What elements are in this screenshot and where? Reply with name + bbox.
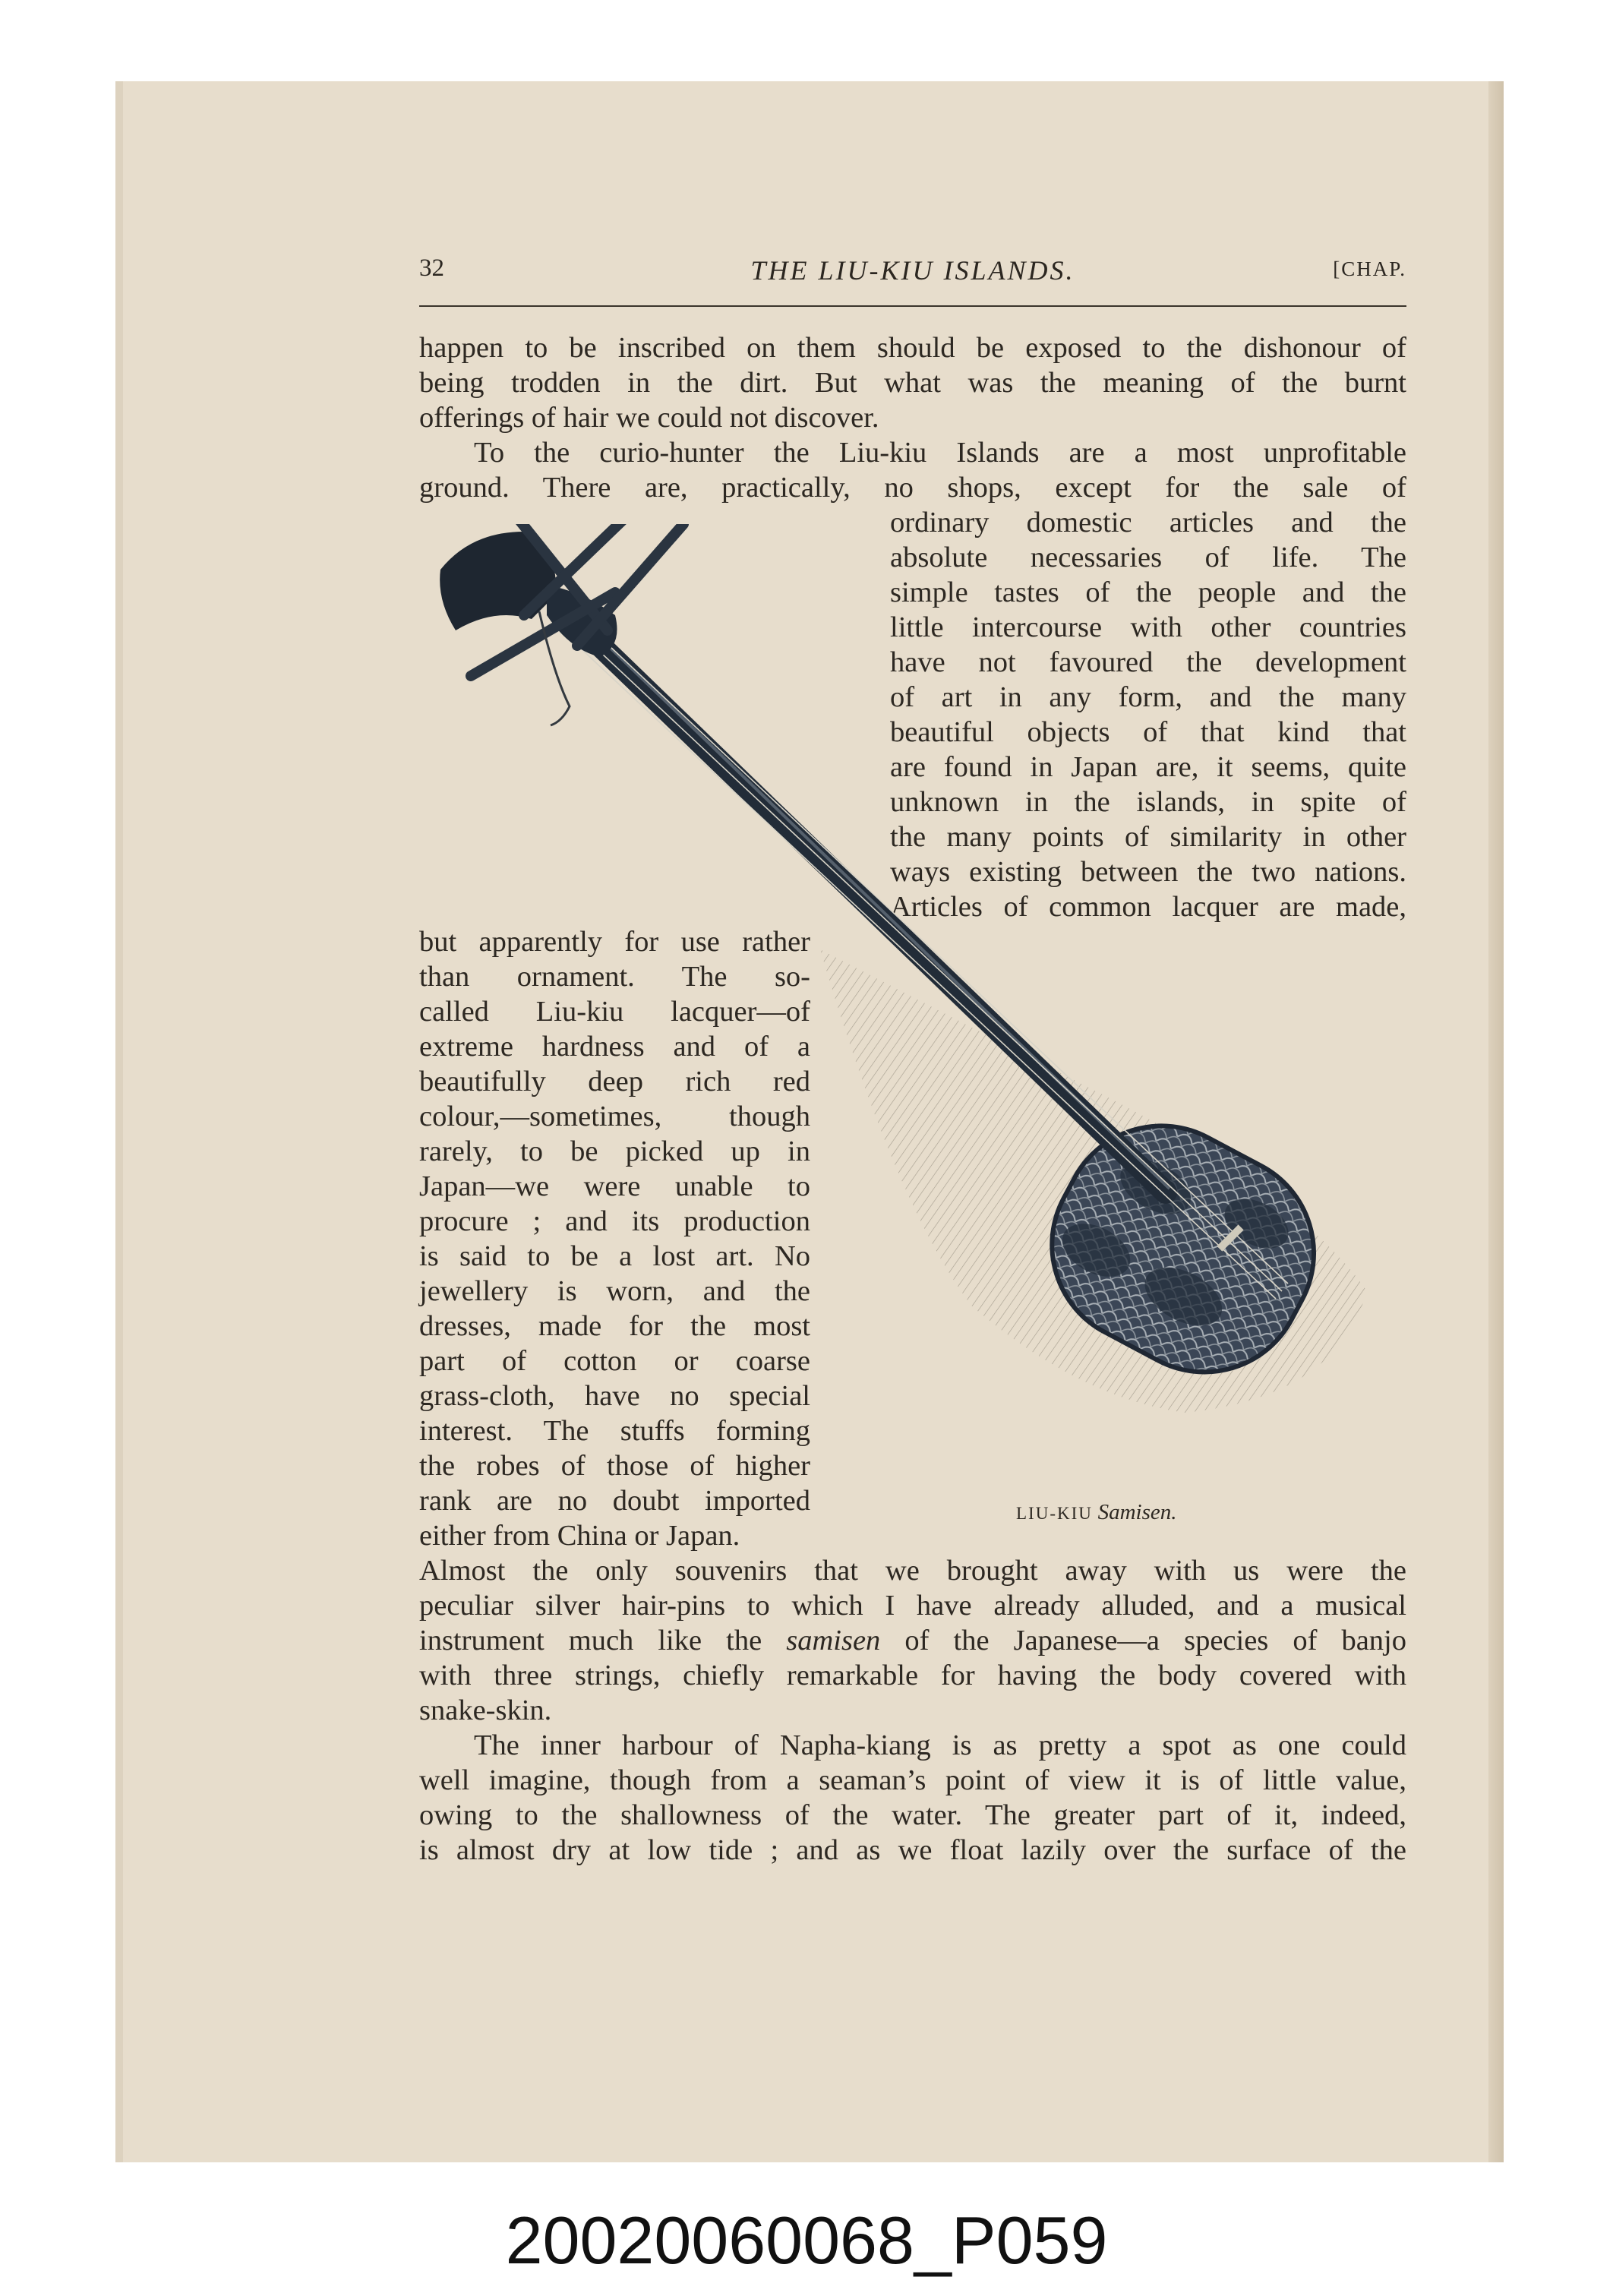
text-line: rank are no doubt imported [419,1485,810,1517]
scan-identifier: 20020060068_P059 [505,2203,1108,2278]
text-span: instrument much like the [419,1625,787,1656]
caption-prefix: LIU-KIU [1016,1504,1093,1523]
italic-word-samisen: samisen [786,1625,881,1656]
text-line: ground. There are, practically, no shops, except for the sale of [419,472,1406,504]
chapter-mark: [CHAP. [1333,257,1406,280]
text-line: of art in any form, and the many [890,681,1406,713]
text-line: the robes of those of higher [419,1450,810,1482]
text-line: peculiar silver hair-pins to which I have already alluded, and a musical [419,1590,1406,1622]
text-line: either from China or Japan. [419,1520,740,1552]
text-line: with three strings, chiefly remarkable for having the body covered with [419,1660,1406,1691]
page-shadow [115,81,123,2162]
text-line: grass-cloth, have no special [419,1380,810,1412]
text-line-samisen [419,1623,1406,1658]
text-line: have not favoured the development [890,646,1406,678]
text-line: than ornament. The so- [419,961,810,993]
text-line: is almost dry at low tide ; and as we float lazily over the surface of the [419,1834,1406,1866]
text-line: To the curio-hunter the Liu-kiu Islands are a most unprofitable [474,437,1406,469]
text-line: unknown in the islands, in spite of [890,786,1406,818]
text-line: little intercourse with other countries [890,611,1406,643]
running-header [419,254,1406,292]
text-span: of the Japanese—a species of banjo [880,1625,1406,1656]
text-line: The inner harbour of Napha-kiang is as pretty a spot as one could [474,1729,1406,1761]
text-line: ways existing between the two nations. [890,856,1406,888]
text-line: extreme hardness and of a [419,1031,810,1063]
running-title: THE LIU-KIU ISLANDS. [750,255,1075,286]
text-line: Articles of common lacquer are made, [890,891,1406,923]
page-edge [1488,81,1504,2162]
text-line: part of cotton or coarse [419,1345,810,1377]
text-line: rarely, to be picked up in [419,1135,810,1167]
text-line: well imagine, though from a seaman’s point of view it is of little value, [419,1764,1406,1796]
caption-italic: Samisen. [1097,1500,1177,1524]
text-line: being trodden in the dirt. But what was the meaning of the burnt [419,367,1406,399]
text-line: beautiful objects of that kind that [890,716,1406,748]
text-line: the many points of similarity in other [890,821,1406,853]
samisen-illustration [425,524,1405,1489]
text-line: snake-skin. [419,1694,552,1726]
text-line: interest. The stuffs forming [419,1415,810,1447]
text-line: simple tastes of the people and the [890,576,1406,608]
text-line: beautifully deep rich red [419,1066,810,1097]
text-line: procure ; and its production [419,1205,810,1237]
text-line: jewellery is worn, and the [419,1275,810,1307]
text-line: colour,—sometimes, though [419,1101,810,1132]
figure-caption [1016,1500,1274,1530]
text-line: is said to be a lost art. No [419,1240,810,1272]
text-line: called Liu-kiu lacquer—of [419,996,810,1028]
text-line: owing to the shallowness of the water. The greater part of it, indeed, [419,1799,1406,1831]
text-line: ordinary domestic articles and the [890,507,1406,538]
text-line: Japan—we were unable to [419,1170,810,1202]
text-line: happen to be inscribed on them should be exposed to the dishonour of [419,332,1406,364]
text-line: offerings of hair we could not discover. [419,402,879,434]
text-line: Almost the only souvenirs that we brought away with us were the [419,1555,1406,1587]
text-line: absolute necessaries of life. The [890,542,1406,573]
text-line: are found in Japan are, it seems, quite [890,751,1406,783]
text-line: but apparently for use rather [419,926,810,958]
text-line: dresses, made for the most [419,1310,810,1342]
header-rule [419,305,1406,307]
page-number: 32 [419,254,444,282]
